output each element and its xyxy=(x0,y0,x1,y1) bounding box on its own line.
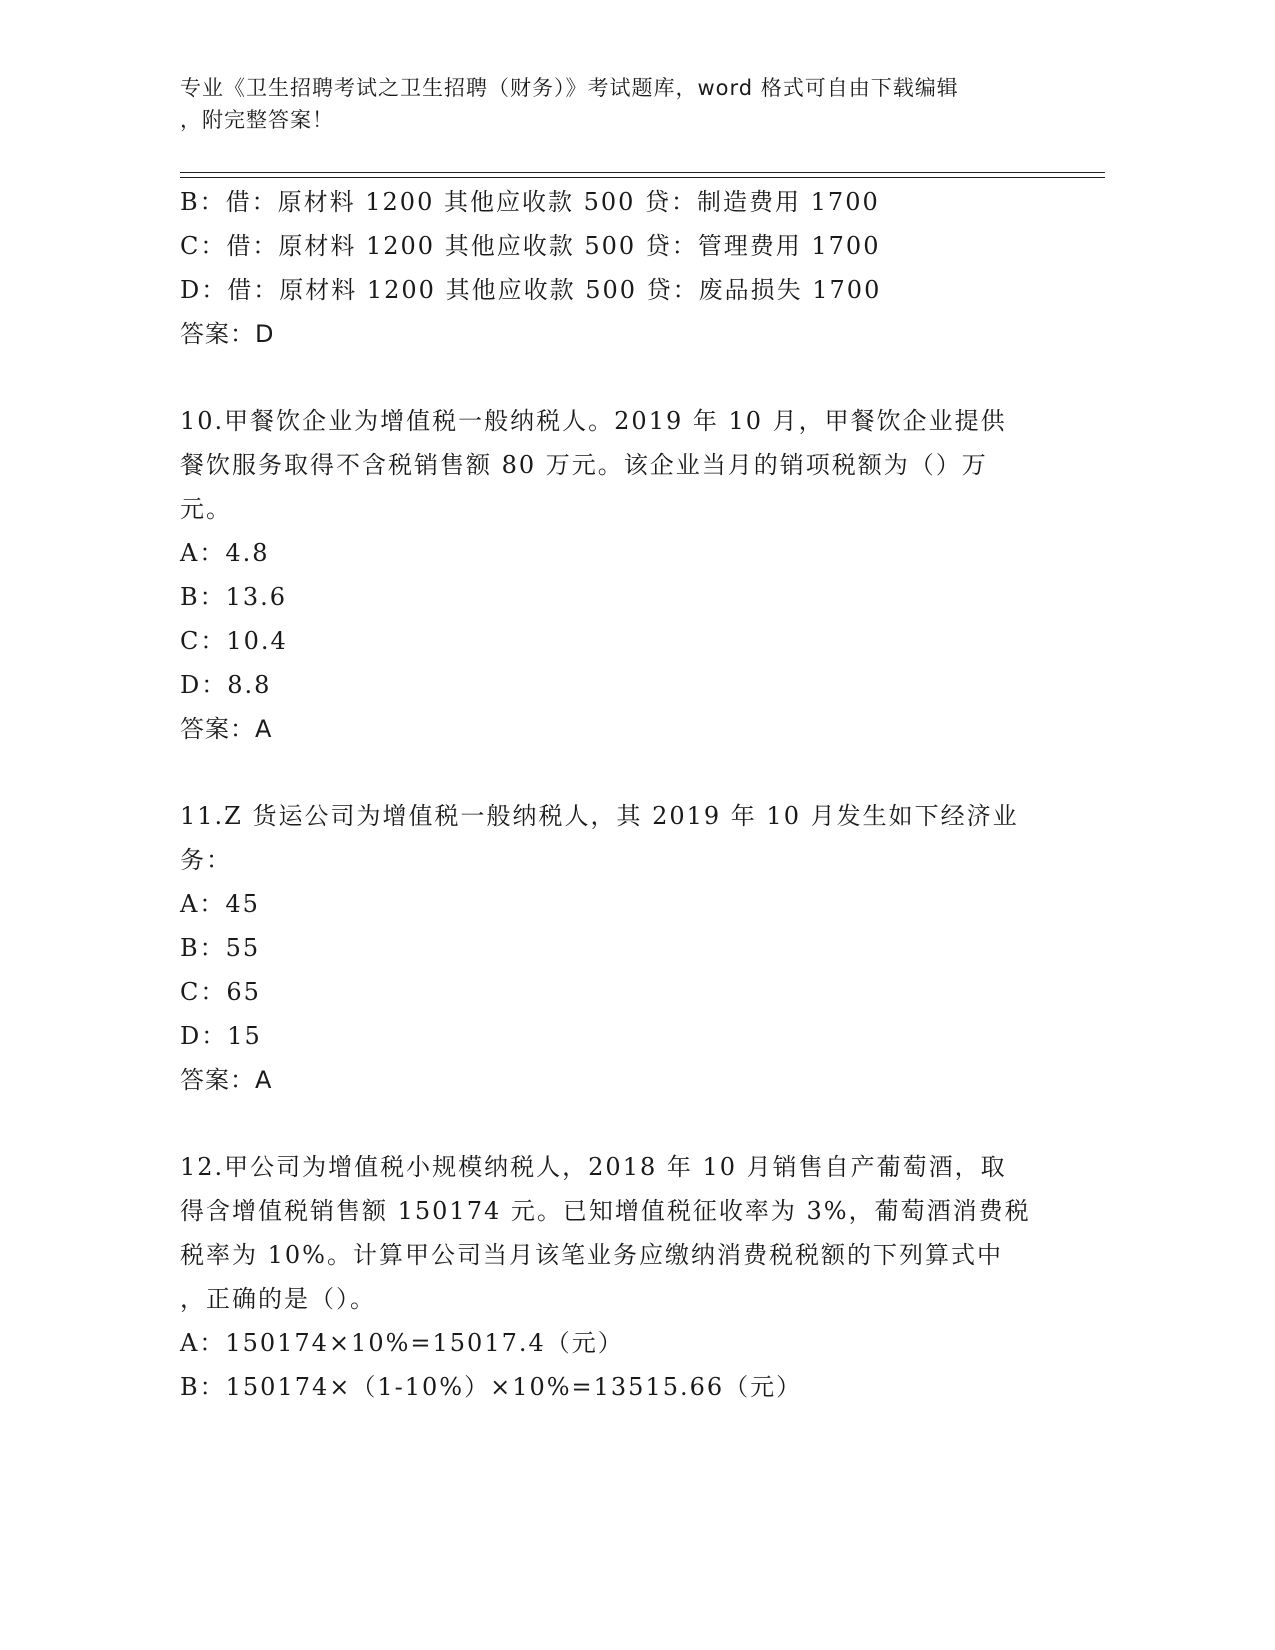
spacer xyxy=(180,356,1040,399)
option-b: B：55 xyxy=(180,934,261,962)
option-a: A：150174×10%=15017.4（元） xyxy=(180,1329,624,1357)
question-9 xyxy=(180,180,1040,356)
option-d: D：8.8 xyxy=(180,671,272,699)
option-b: B：13.6 xyxy=(180,583,288,611)
option-c: C：10.4 xyxy=(180,627,288,655)
question-stem-line: 得含增值税销售额 150174 元。已知增值税征收率为 3%，葡萄酒消费税 xyxy=(180,1197,1031,1225)
question-stem-line: 12.甲公司为增值税小规模纳税人，2018 年 10 月销售自产葡萄酒，取 xyxy=(180,1153,1007,1181)
question-stem-line: 餐饮服务取得不含税销售额 80 万元。该企业当月的销项税额为（）万 xyxy=(180,451,988,479)
header-line-2: ，附完整答案！ xyxy=(180,108,334,132)
option-d: D：15 xyxy=(180,1022,262,1050)
question-stem-line: 10.甲餐饮企业为增值税一般纳税人。2019 年 10 月，甲餐饮企业提供 xyxy=(180,407,1007,435)
header-rule-bottom xyxy=(180,177,1105,178)
answer: 答案：D xyxy=(180,320,275,348)
question-stem-line: ，正确的是（）。 xyxy=(180,1285,376,1313)
header-line-1: 专业《卫生招聘考试之卫生招聘（财务）》考试题库，word 格式可自由下载编辑 xyxy=(180,76,959,100)
question-stem-line: 11.Z 货运公司为增值税一般纳税人，其 2019 年 10 月发生如下经济业 xyxy=(180,802,1019,830)
question-10 xyxy=(180,399,1040,751)
option-c: C：65 xyxy=(180,978,261,1006)
option-c: C：借：原材料 1200 其他应收款 500 贷：管理费用 1700 xyxy=(180,232,881,260)
question-content xyxy=(180,180,1040,1409)
spacer xyxy=(180,751,1040,794)
answer: 答案：A xyxy=(180,715,273,743)
header-rule-top xyxy=(180,172,1105,173)
option-a: A：4.8 xyxy=(180,539,270,567)
option-a: A：45 xyxy=(180,890,260,918)
option-d: D：借：原材料 1200 其他应收款 500 贷：废品损失 1700 xyxy=(180,276,882,304)
question-11 xyxy=(180,794,1040,1102)
spacer xyxy=(180,1102,1040,1145)
question-12 xyxy=(180,1145,1040,1409)
question-stem-line: 税率为 10%。计算甲公司当月该笔业务应缴纳消费税税额的下列算式中 xyxy=(180,1241,1003,1269)
option-b: B：150174×（1-10%）×10%=13515.66（元） xyxy=(180,1373,803,1401)
document-header xyxy=(180,72,1040,136)
answer: 答案：A xyxy=(180,1066,273,1094)
question-stem-line: 务： xyxy=(180,846,232,874)
option-b: B：借：原材料 1200 其他应收款 500 贷：制造费用 1700 xyxy=(180,188,880,216)
question-stem-line: 元。 xyxy=(180,495,232,523)
